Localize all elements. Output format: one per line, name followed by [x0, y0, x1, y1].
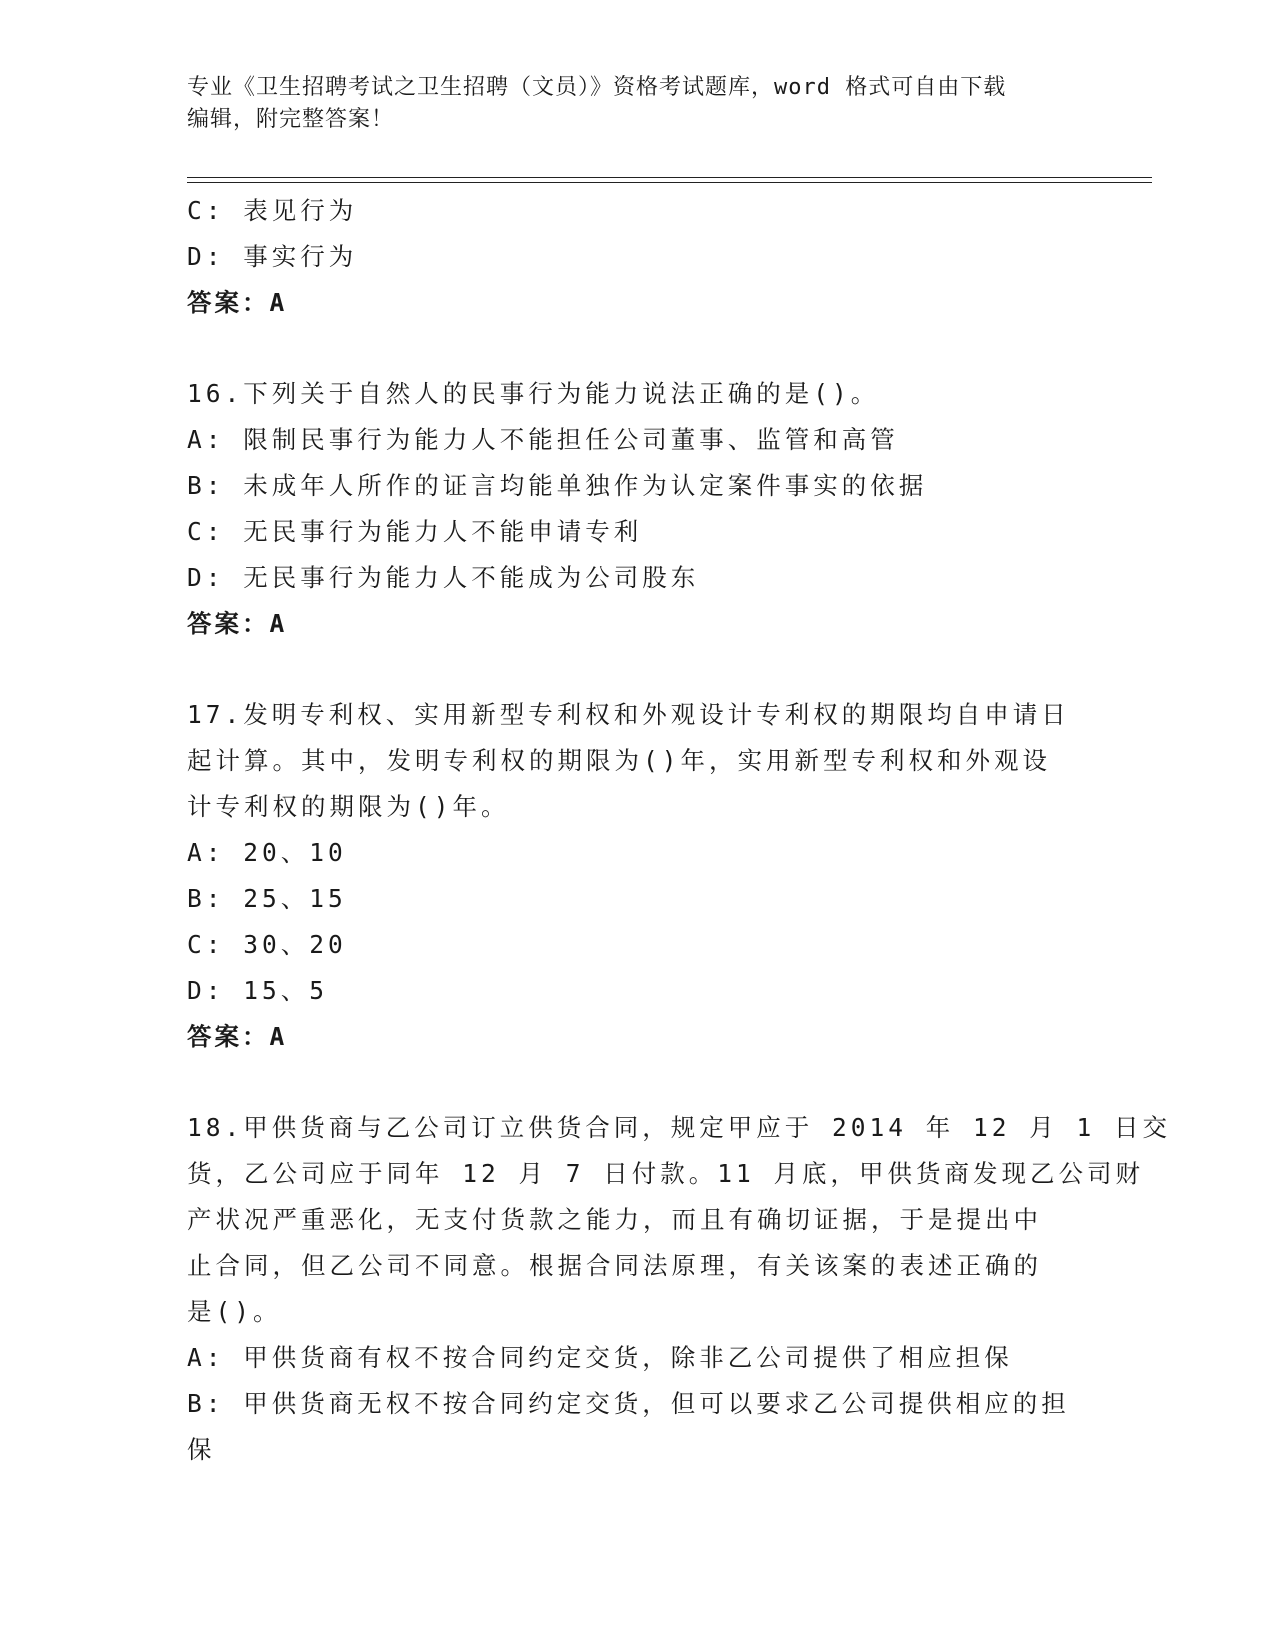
option-b: B: 25、15: [187, 884, 347, 913]
option-a: A: 限制民事行为能力人不能担任公司董事、监管和高管: [187, 425, 899, 454]
spacer: [187, 326, 1087, 371]
spacer: [187, 647, 1087, 692]
stem-line: 是()。: [187, 1297, 282, 1326]
stem-line: 产状况严重恶化，无支付货款之能力，而且有确切证据，于是提出中: [187, 1205, 1042, 1234]
question-18: [187, 1105, 1172, 1473]
option-d: D: 事实行为: [187, 242, 358, 271]
header-line-2: 编辑，附完整答案！: [187, 107, 395, 132]
option-b: B: 甲供货商无权不按合同约定交货，但可以要求乙公司提供相应的担: [187, 1389, 1070, 1418]
stem-line: 16.下列关于自然人的民事行为能力说法正确的是()。: [187, 379, 880, 408]
option-c: C: 无民事行为能力人不能申请专利: [187, 517, 643, 546]
document-header: [187, 72, 1067, 136]
stem-line: 18.甲供货商与乙公司订立供货合同，规定甲应于 2014 年 12 月 1 日交: [187, 1113, 1172, 1142]
question-17: [187, 692, 1087, 1060]
question-15-tail: [187, 188, 1087, 326]
question-stem: [187, 692, 1077, 830]
option-a: A: 20、10: [187, 838, 347, 867]
header-rule-bottom: [187, 182, 1152, 183]
answer: 答案：A: [187, 288, 288, 317]
answer: 答案：A: [187, 609, 288, 638]
question-stem: [187, 1105, 1172, 1335]
option-c: C: 表见行为: [187, 196, 358, 225]
answer: 答案：A: [187, 1022, 288, 1051]
option-b: B: 未成年人所作的证言均能单独作为认定案件事实的依据: [187, 471, 928, 500]
question-stem: [187, 371, 1077, 417]
option-d: D: 15、5: [187, 976, 329, 1005]
stem-line: 止合同，但乙公司不同意。根据合同法原理，有关该案的表述正确的: [187, 1251, 1042, 1280]
spacer: [187, 1060, 1087, 1105]
option-b-continued: 保: [187, 1435, 216, 1464]
option-c: C: 30、20: [187, 930, 347, 959]
header-line-1: 专业《卫生招聘考试之卫生招聘（文员）》资格考试题库，word 格式可自由下载: [187, 75, 1007, 100]
stem-line: 17.发明专利权、实用新型专利权和外观设计专利权的期限均自申请日: [187, 700, 1070, 729]
option-a: A: 甲供货商有权不按合同约定交货，除非乙公司提供了相应担保: [187, 1343, 1013, 1372]
header-rule-top: [187, 177, 1152, 178]
stem-line: 货，乙公司应于同年 12 月 7 日付款。11 月底，甲供货商发现乙公司财: [187, 1159, 1144, 1188]
question-content: [187, 188, 1172, 1473]
question-16: [187, 371, 1087, 647]
stem-line: 计专利权的期限为()年。: [187, 792, 510, 821]
stem-line: 起计算。其中，发明专利权的期限为()年，实用新型专利权和外观设: [187, 746, 1051, 775]
option-d: D: 无民事行为能力人不能成为公司股东: [187, 563, 700, 592]
